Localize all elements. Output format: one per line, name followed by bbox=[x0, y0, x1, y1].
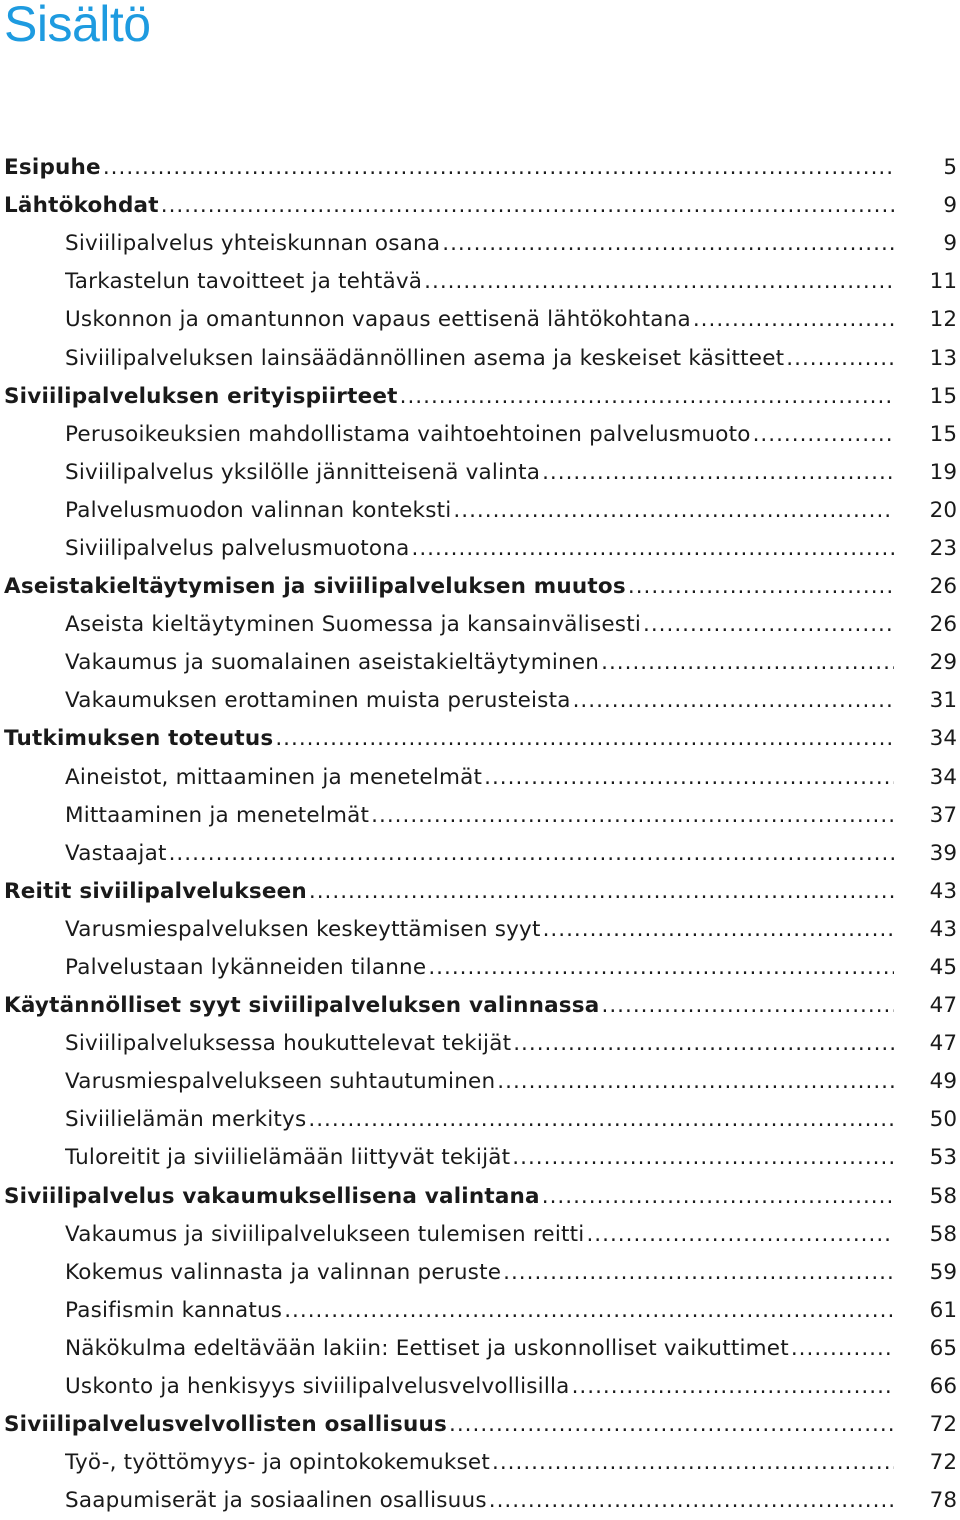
toc-page-number: 58 bbox=[929, 1183, 957, 1209]
toc-entry-label bbox=[65, 1292, 894, 1330]
toc-entry-title: Siviilipalvelus yhteiskunnan osana bbox=[65, 231, 441, 257]
toc-page-number: 13 bbox=[929, 345, 957, 371]
toc-page-number: 11 bbox=[929, 269, 957, 295]
toc-entry-title: Vakaumus ja suomalainen aseistakieltäytyminen bbox=[65, 650, 600, 676]
toc-entry-label bbox=[4, 873, 894, 911]
toc-chapter-entry[interactable] bbox=[0, 720, 960, 758]
toc-section-entry[interactable] bbox=[0, 1482, 960, 1520]
toc-entry-label bbox=[65, 492, 894, 530]
toc-page-number: 20 bbox=[929, 497, 957, 523]
toc-section-entry[interactable] bbox=[0, 606, 960, 644]
toc-entry-label bbox=[65, 759, 894, 797]
toc-entry-label bbox=[4, 568, 894, 606]
toc-entry-label bbox=[4, 187, 894, 225]
toc-page-number: 9 bbox=[943, 231, 957, 257]
toc-page-number: 34 bbox=[929, 764, 957, 790]
toc-page-number: 59 bbox=[929, 1259, 957, 1285]
toc-entry-title: Perusoikeuksien mahdollistama vaihtoehtoinen palvelusmuoto bbox=[65, 421, 751, 447]
table-of-contents bbox=[0, 149, 960, 1520]
toc-entry-title: Reitit siviilipalvelukseen bbox=[4, 878, 307, 904]
toc-page-number: 5 bbox=[943, 155, 957, 181]
toc-entry-label bbox=[65, 1216, 894, 1254]
toc-page-number: 19 bbox=[929, 459, 957, 485]
toc-entry-label bbox=[65, 606, 894, 644]
toc-chapter-entry[interactable] bbox=[0, 568, 960, 606]
toc-chapter-entry[interactable] bbox=[0, 378, 960, 416]
toc-section-entry[interactable] bbox=[0, 263, 960, 301]
toc-entry-title: Uskonnon ja omantunnon vapaus eettisenä lähtökohtana bbox=[65, 307, 691, 333]
toc-section-entry[interactable] bbox=[0, 949, 960, 987]
toc-section-entry[interactable] bbox=[0, 1330, 960, 1368]
toc-entry-title: Palvelustaan lykänneiden tilanne bbox=[65, 955, 427, 981]
toc-page-number: 61 bbox=[929, 1297, 957, 1323]
toc-page-number: 23 bbox=[929, 535, 957, 561]
toc-page-number: 26 bbox=[929, 574, 957, 600]
toc-entry-title: Vakaumuksen erottaminen muista perusteista bbox=[65, 688, 571, 714]
toc-entry-title: Vastaajat bbox=[65, 840, 167, 866]
toc-page-number: 43 bbox=[929, 916, 957, 942]
toc-entry-title: Varusmiespalvelukseen suhtautuminen bbox=[65, 1069, 496, 1095]
toc-page-number: 29 bbox=[929, 650, 957, 676]
toc-entry-title: Palvelusmuodon valinnan konteksti bbox=[65, 497, 452, 523]
toc-entry-title: Käytännölliset syyt siviilipalveluksen valinnassa bbox=[4, 993, 600, 1019]
toc-entry-title: Siviilipalveluksessa houkuttelevat tekijät bbox=[65, 1031, 512, 1057]
toc-section-entry[interactable] bbox=[0, 1292, 960, 1330]
toc-entry-label bbox=[65, 530, 894, 568]
toc-section-entry[interactable] bbox=[0, 225, 960, 263]
toc-entry-label bbox=[65, 263, 894, 301]
toc-section-entry[interactable] bbox=[0, 682, 960, 720]
toc-entry-label bbox=[4, 149, 894, 187]
toc-entry-title: Uskonto ja henkisyys siviilipalvelusvelvollisilla bbox=[65, 1374, 570, 1400]
toc-entry-label bbox=[65, 1139, 894, 1177]
toc-entry-label bbox=[65, 835, 894, 873]
toc-section-entry[interactable] bbox=[0, 1216, 960, 1254]
toc-entry-title: Aseista kieltäytyminen Suomessa ja kansainvälisesti bbox=[65, 612, 642, 638]
toc-entry-title: Työ-, työttömyys- ja opintokokemukset bbox=[65, 1450, 490, 1476]
toc-entry-label bbox=[65, 682, 894, 720]
toc-entry-title: Siviilipalvelus vakaumuksellisena valintana bbox=[4, 1183, 540, 1209]
toc-chapter-entry[interactable] bbox=[0, 187, 960, 225]
toc-section-entry[interactable] bbox=[0, 416, 960, 454]
toc-entry-title: Siviilipalvelus yksilölle jännitteisenä valinta bbox=[65, 459, 541, 485]
toc-page-number: 12 bbox=[929, 307, 957, 333]
toc-entry-title: Siviilipalvelus palvelusmuotona bbox=[65, 535, 410, 561]
toc-entry-title: Aseistakieltäytymisen ja siviilipalveluksen muutos bbox=[4, 574, 626, 600]
toc-section-entry[interactable] bbox=[0, 454, 960, 492]
toc-entry-title: Näkökulma edeltävään lakiin: Eettiset ja uskonnolliset vaikuttimet bbox=[65, 1335, 789, 1361]
toc-page-number: 50 bbox=[929, 1107, 957, 1133]
toc-page-number: 45 bbox=[929, 955, 957, 981]
toc-section-entry[interactable] bbox=[0, 1101, 960, 1139]
toc-entry-label bbox=[65, 1101, 894, 1139]
toc-page-number: 37 bbox=[929, 802, 957, 828]
toc-chapter-entry[interactable] bbox=[0, 1406, 960, 1444]
toc-page-number: 65 bbox=[929, 1335, 957, 1361]
toc-chapter-entry[interactable] bbox=[0, 1178, 960, 1216]
toc-entry-title: Tutkimuksen toteutus bbox=[4, 726, 274, 752]
toc-entry-title: Saapumiserät ja sosiaalinen osallisuus bbox=[65, 1488, 487, 1514]
toc-section-entry[interactable] bbox=[0, 759, 960, 797]
toc-entry-label bbox=[4, 378, 894, 416]
toc-section-entry[interactable] bbox=[0, 530, 960, 568]
toc-entry-label bbox=[4, 720, 894, 758]
toc-entry-label bbox=[65, 1482, 894, 1520]
toc-entry-title: Mittaaminen ja menetelmät bbox=[65, 802, 370, 828]
toc-page-number: 72 bbox=[929, 1412, 957, 1438]
toc-section-entry[interactable] bbox=[0, 1139, 960, 1177]
toc-entry-label bbox=[65, 1368, 894, 1406]
toc-page-number: 49 bbox=[929, 1069, 957, 1095]
toc-page-number: 15 bbox=[929, 421, 957, 447]
page-title: Sisältö bbox=[4, 0, 151, 52]
toc-entry-title: Esipuhe bbox=[4, 155, 101, 181]
toc-entry-label bbox=[65, 911, 894, 949]
toc-entry-title: Tarkastelun tavoitteet ja tehtävä bbox=[65, 269, 423, 295]
toc-entry-title: Siviilipalvelusvelvollisten osallisuus bbox=[4, 1412, 447, 1438]
toc-page-number: 58 bbox=[929, 1221, 957, 1247]
toc-section-entry[interactable] bbox=[0, 339, 960, 377]
toc-page-number: 26 bbox=[929, 612, 957, 638]
toc-chapter-entry[interactable] bbox=[0, 873, 960, 911]
toc-page-number: 9 bbox=[943, 193, 957, 219]
toc-entry-title: Varusmiespalveluksen keskeyttämisen syyt bbox=[65, 916, 541, 942]
toc-page-number: 78 bbox=[929, 1488, 957, 1514]
toc-section-entry[interactable] bbox=[0, 1254, 960, 1292]
toc-entry-title: Siviilipalveluksen lainsäädännöllinen asema ja keskeiset käsitteet bbox=[65, 345, 785, 371]
toc-entry-label bbox=[65, 301, 894, 339]
toc-entry-label bbox=[65, 949, 894, 987]
toc-entry-label bbox=[65, 797, 894, 835]
toc-page-number: 43 bbox=[929, 878, 957, 904]
toc-chapter-entry[interactable] bbox=[0, 987, 960, 1025]
toc-section-entry[interactable] bbox=[0, 835, 960, 873]
toc-section-entry[interactable] bbox=[0, 1025, 960, 1063]
toc-page-number: 39 bbox=[929, 840, 957, 866]
toc-page-number: 47 bbox=[929, 993, 957, 1019]
toc-section-entry[interactable] bbox=[0, 797, 960, 835]
toc-entry-title: Siviilielämän merkitys bbox=[65, 1107, 307, 1133]
toc-entry-title: Tuloreitit ja siviilielämään liittyvät tekijät bbox=[65, 1145, 511, 1171]
toc-entry-label bbox=[65, 454, 894, 492]
toc-page-number: 72 bbox=[929, 1450, 957, 1476]
toc-section-entry[interactable] bbox=[0, 492, 960, 530]
toc-entry-title: Siviilipalveluksen erityispiirteet bbox=[4, 383, 398, 409]
toc-section-entry[interactable] bbox=[0, 1444, 960, 1482]
toc-entry-label bbox=[65, 340, 894, 378]
toc-page-number: 34 bbox=[929, 726, 957, 752]
toc-entry-label bbox=[65, 225, 894, 263]
toc-chapter-entry[interactable] bbox=[0, 149, 960, 187]
toc-entry-label bbox=[65, 1254, 894, 1292]
toc-entry-title: Lähtökohdat bbox=[4, 193, 159, 219]
toc-entry-label bbox=[4, 1178, 894, 1216]
toc-page-number: 31 bbox=[929, 688, 957, 714]
toc-section-entry[interactable] bbox=[0, 1368, 960, 1406]
toc-entry-label bbox=[65, 1025, 894, 1063]
toc-page-number: 15 bbox=[929, 383, 957, 409]
toc-entry-title: Kokemus valinnasta ja valinnan peruste bbox=[65, 1259, 502, 1285]
toc-entry-label bbox=[65, 644, 894, 682]
toc-entry-label bbox=[65, 1444, 894, 1482]
toc-entry-title: Vakaumus ja siviilipalvelukseen tulemisen reitti bbox=[65, 1221, 585, 1247]
toc-page-number: 53 bbox=[929, 1145, 957, 1171]
toc-entry-label bbox=[65, 1063, 894, 1101]
toc-section-entry[interactable] bbox=[0, 1063, 960, 1101]
toc-page-number: 66 bbox=[929, 1374, 957, 1400]
toc-page-number: 47 bbox=[929, 1031, 957, 1057]
toc-entry-label bbox=[65, 1330, 894, 1368]
toc-entry-label bbox=[65, 416, 894, 454]
toc-entry-title: Pasifismin kannatus bbox=[65, 1297, 283, 1323]
toc-entry-label bbox=[4, 987, 894, 1025]
toc-section-entry[interactable] bbox=[0, 301, 960, 339]
toc-entry-label bbox=[4, 1406, 894, 1444]
toc-entry-title: Aineistot, mittaaminen ja menetelmät bbox=[65, 764, 483, 790]
toc-section-entry[interactable] bbox=[0, 911, 960, 949]
toc-section-entry[interactable] bbox=[0, 644, 960, 682]
